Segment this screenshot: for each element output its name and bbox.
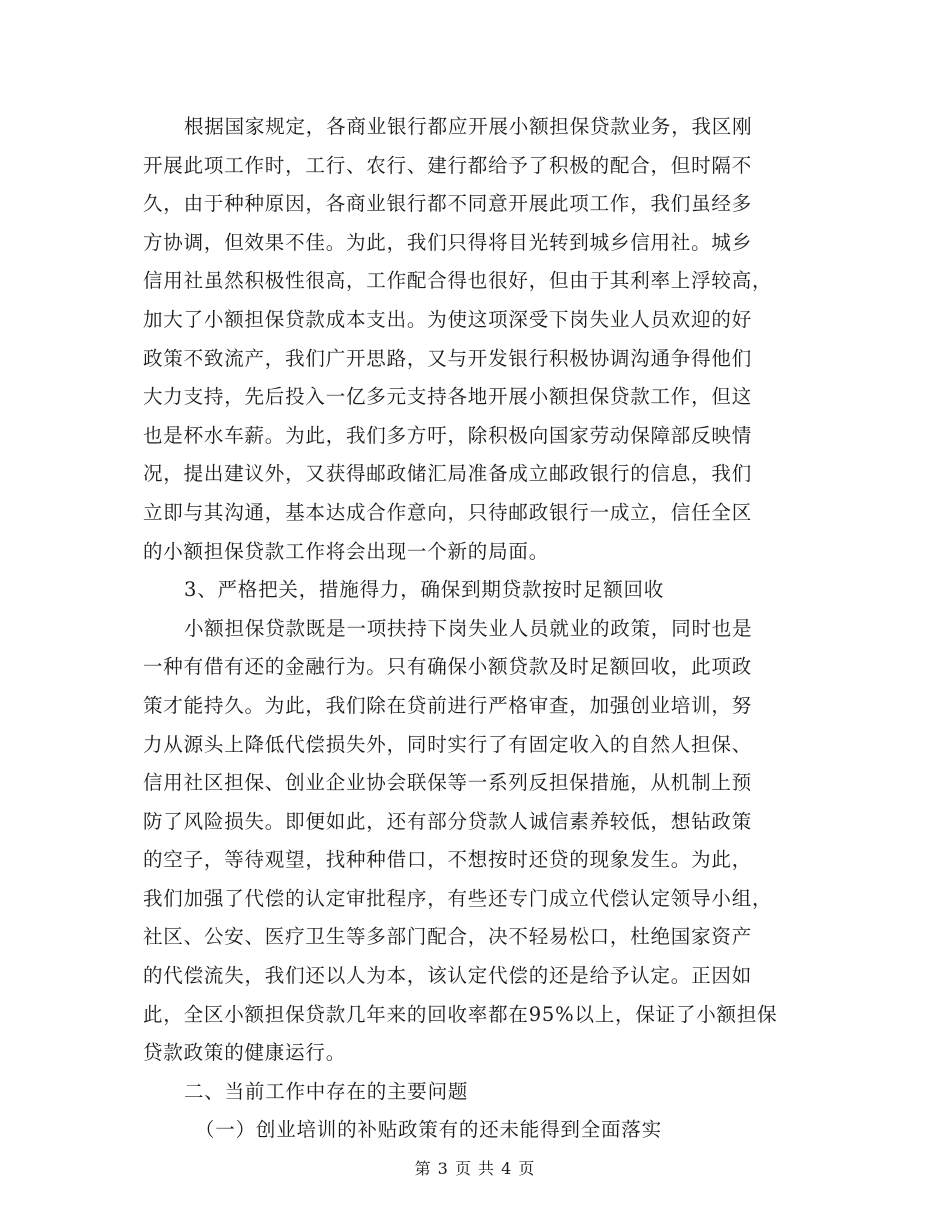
paragraph-line: 根据国家规定，各商业银行都应开展小额担保贷款业务，我区刚 [184,115,753,138]
paragraph-line: 开展此项工作时，工行、农行、建行都给予了积极的配合，但时隔不 [143,153,753,177]
document-body [143,108,811,1150]
paragraph-line: 的空子，等待观望，找种种借口，不想按时还贷的现象发生。为此， [143,848,753,872]
section-heading: 3、严格把关，措施得力，确保到期贷款按时足额回收 [184,578,665,602]
paragraph-line: 的代偿流失，我们还以人为本，该认定代偿的还是给予认定。正因如 [143,964,753,988]
paragraph-line: 加大了小额担保贷款成本支出。为使这项深受下岗失业人员欢迎的好 [143,307,753,331]
paragraph-line: 大力支持，先后投入一亿多元支持各地开展小额担保贷款工作，但这 [143,385,753,409]
paragraph-line: 小额担保贷款既是一项扶持下岗失业人员就业的政策，同时也是 [184,616,753,640]
paragraph-line: 方协调，但效果不佳。为此，我们只得将目光转到城乡信用社。城乡 [143,230,753,254]
paragraph-line: 此，全区小额担保贷款几年来的回收率都在95%以上，保证了小额担保 [143,1002,778,1026]
paragraph-line: 我们加强了代偿的认定审批程序，有些还专门成立代偿认定领导小组， [143,886,773,910]
paragraph-line: 也是杯水车薪。为此，我们多方吁，除积极向国家劳动保障部反映情 [143,423,753,447]
paragraph-line: 况，提出建议外，又获得邮政储汇局准备成立邮政银行的信息，我们 [143,462,753,486]
paragraph-line: 立即与其沟通，基本达成合作意向，只待邮政银行一成立，信任全区 [143,500,753,524]
paragraph-line: 贷款政策的健康运行。 [143,1041,347,1065]
paragraph-line: 社区、公安、医疗卫生等多部门配合，决不轻易松口，杜绝国家资产 [143,925,753,949]
paragraph-line: 策才能持久。为此，我们除在贷前进行严格审查，加强创业培训，努 [143,693,753,717]
subsection-heading: （一）创业培训的补贴政策有的还未能得到全面落实 [195,1118,662,1142]
paragraph-line: 力从源头上降低代偿损失外，同时实行了有固定收入的自然人担保、 [143,732,753,756]
section-heading: 二、当前工作中存在的主要问题 [184,1079,469,1103]
page-number-footer: 第 3 页 共 4 页 [414,1159,536,1178]
paragraph-line: 政策不致流产，我们广开思路，又与开发银行积极协调沟通争得他们 [143,346,753,370]
paragraph-line: 信用社虽然积极性很高，工作配合得也很好，但由于其利率上浮较高， [143,269,773,293]
paragraph-line: 信用社区担保、创业企业协会联保等一系列反担保措施，从机制上预 [143,771,753,795]
paragraph-line: 防了风险损失。即便如此，还有部分贷款人诚信素养较低，想钻政策 [143,809,753,833]
paragraph-line: 的小额担保贷款工作将会出现一个新的局面。 [143,539,550,563]
paragraph-line: 久，由于种种原因，各商业银行都不同意开展此项工作，我们虽经多 [143,192,753,216]
paragraph-line: 一种有借有还的金融行为。只有确保小额贷款及时足额回收，此项政 [143,655,753,679]
